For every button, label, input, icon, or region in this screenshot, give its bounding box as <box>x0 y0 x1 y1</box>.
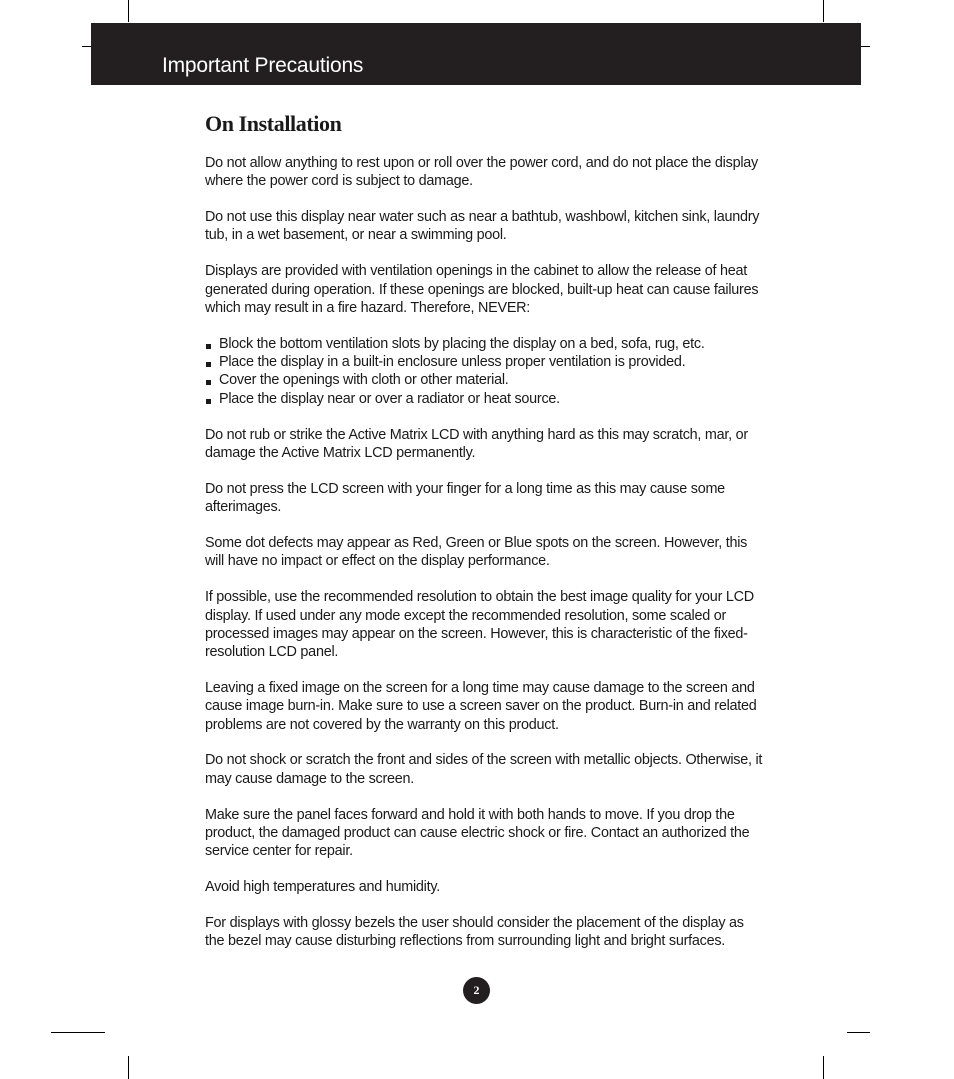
paragraph-dot-defects: Some dot defects may appear as Red, Green or Blue spots on the screen. However, this will have no impact or effect on the display performance. <box>205 535 748 570</box>
header-bar <box>91 23 861 85</box>
paragraph-burn-in: Leaving a fixed image on the screen for a long time may cause damage to the screen and cause image burn-in. Make sure to use a screen saver on the product. Burn-in and related problems are not covered by the warranty on this product. <box>205 679 757 733</box>
bullet-icon <box>206 399 211 404</box>
paragraph-lcd-scratch: Do not rub or strike the Active Matrix LCD with anything hard as this may scratch, mar, or damage the Active Matrix LCD permanently. <box>205 426 748 461</box>
paragraph-temperature: Avoid high temperatures and humidity. <box>205 879 440 896</box>
crop-mark-bottom-left-vertical <box>128 1056 129 1079</box>
never-list <box>205 335 765 408</box>
crop-mark-bottom-right-horizontal <box>847 1032 870 1033</box>
paragraph-resolution: If possible, use the recommended resolution to obtain the best image quality for your LCD display. If used under any mode except the recommended resolution, some scaled or processed images may appear on the screen. However, this is characteristic of the fixed-resolution LCD panel. <box>205 589 754 661</box>
page-title: Important Precautions <box>162 54 364 77</box>
crop-mark-top-right-vertical <box>823 0 824 22</box>
page-number: 2 <box>473 983 480 997</box>
paragraph-water: Do not use this display near water such as near a bathtub, washbowl, kitchen sink, laundry tub, in a wet basement, or near a swimming pool. <box>205 209 760 244</box>
paragraph-ventilation: Displays are provided with ventilation openings in the cabinet to allow the release of heat generated during operation. If these openings are blocked, built-up heat can cause failures which may result in a fire hazard. Therefore, NEVER: <box>205 263 759 316</box>
crop-mark-top-left-horizontal <box>82 46 91 47</box>
crop-mark-top-right-horizontal <box>861 46 870 47</box>
bullet-icon <box>206 344 211 349</box>
page-number-badge <box>463 977 490 1004</box>
bullet-icon <box>206 362 211 367</box>
paragraph-power-cord: Do not allow anything to rest upon or roll over the power cord, and do not place the display where the power cord is subject to damage. <box>205 155 758 190</box>
list-item: Place the display near or over a radiator or heat source. <box>205 390 765 408</box>
paragraph-glossy-bezel: For displays with glossy bezels the user should consider the placement of the display as the bezel may cause disturbing reflections from surrounding light and bright surfaces. <box>205 915 744 950</box>
crop-mark-top-left-vertical <box>128 0 129 22</box>
bullet-icon <box>206 380 211 385</box>
section-heading: On Installation <box>205 111 342 136</box>
crop-mark-bottom-left-horizontal <box>51 1032 105 1033</box>
list-item: Cover the openings with cloth or other material. <box>205 371 765 389</box>
list-item: Block the bottom ventilation slots by placing the display on a bed, sofa, rug, etc. <box>205 335 765 353</box>
paragraph-metallic-objects: Do not shock or scratch the front and sides of the screen with metallic objects. Otherwise, it may cause damage to the screen. <box>205 752 763 787</box>
list-item: Place the display in a built-in enclosure unless proper ventilation is provided. <box>205 353 765 371</box>
crop-mark-bottom-right-vertical <box>823 1056 824 1079</box>
section-body <box>205 154 765 951</box>
paragraph-afterimages: Do not press the LCD screen with your finger for a long time as this may cause some afterimages. <box>205 480 725 516</box>
paragraph-moving-panel: Make sure the panel faces forward and hold it with both hands to move. If you drop the product, the damaged product can cause electric shock or fire. Contact an authorized the service center for repair. <box>205 806 750 860</box>
